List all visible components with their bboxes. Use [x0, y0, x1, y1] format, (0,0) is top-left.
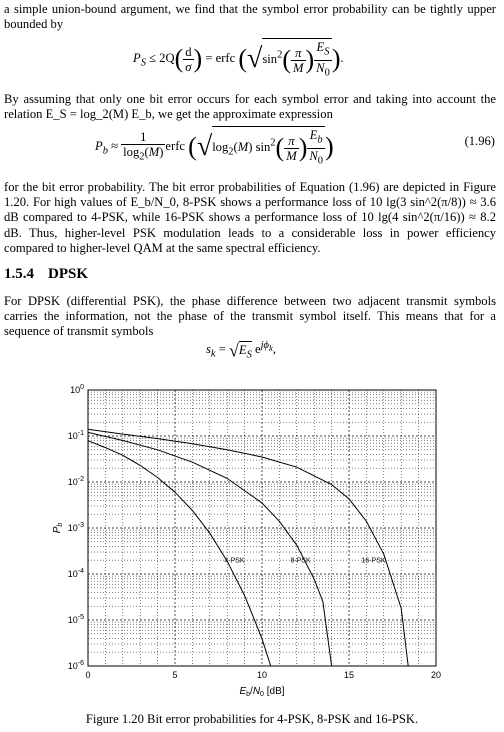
section-heading: [4, 266, 88, 283]
y-axis-label: $P_b$: [52, 522, 64, 534]
equation-sk: $s_k = √E_S$ $e^{j\phi_k}$,: [206, 340, 276, 361]
y-tick-label: $10^0$: [70, 384, 84, 395]
x-tick-label: 10: [256, 670, 268, 680]
equation-1-96: $P_b$ ≈ $\frac{1}{\log_2(M)}$ erfc ($√\log_2(M)$ $\sin^2$( $\frac{\pi}{M}$ ) $\frac{E_b}{N_0}$ ) (1.96): [95, 128, 495, 167]
x-axis-label: $E_b/N_0$ [dB]: [239, 686, 285, 698]
x-tick-label: 20: [430, 670, 442, 680]
y-tick-label: $10^{-2}$: [67, 476, 84, 487]
figure-caption: Figure 1.20 Bit error probabilities for 4-PSK, 8-PSK and 16-PSK.: [85, 712, 419, 726]
y-tick-label: $10^{-3}$: [67, 522, 84, 533]
curve-label-8-psk: 8-PSK: [290, 557, 311, 565]
x-tick-label: 15: [343, 670, 355, 680]
series-line-16-psk: [88, 429, 408, 666]
curve-label-16-psk: 16-PSK: [361, 557, 386, 565]
curve-label-4-psk: 4-PSK: [224, 557, 245, 565]
paragraph-3: for the bit error probability. The bit error probabilities of Equation (1.96) are depicted in Figure 1.20. For high values of E_b/N_0, 8-PSK shows a performance loss of 10 lg(3 sin^2(π/8)) ≈ 3.6 dB compared to 4-PSK, while 16-PSK shows a performance loss of 10 lg(4 sin^2(π/16)) ≈ 8.2 dB. Thus, higher-level PSK modulation leads to a considerable loss in power efficiency compared to higher-level QAM at the same spectral efficiency.: [4, 180, 496, 255]
equation-number: (1.96): [464, 134, 495, 148]
y-tick-label: $10^{-4}$: [67, 568, 84, 579]
y-tick-label: $10^{-6}$: [67, 660, 84, 671]
section-title: DPSK: [48, 266, 89, 282]
paragraph-1: a simple union-bound argument, we find that the symbol error probability can be tightly upper bounded by: [4, 2, 496, 32]
section-number: 1.5.4: [4, 266, 34, 282]
paragraph-4: For DPSK (differential PSK), the phase difference between two adjacent transmit symbols carries the information, not the phase of the transmit symbol itself. This means that for a sequence of transmit symbols: [4, 294, 496, 339]
ber-chart: [0, 380, 504, 710]
paragraph-2: By assuming that only one bit error occurs for each symbol error and taking into account the relation E_S = log_2(M) E_b, we get the approximate expression: [4, 92, 496, 122]
y-tick-label: $10^{-1}$: [67, 430, 84, 441]
x-tick-label: 5: [172, 670, 178, 680]
x-tick-label: 0: [85, 670, 91, 680]
y-tick-label: $10^{-5}$: [67, 614, 84, 625]
equation-ps-bound: $P_S \le 2Q$( $\frac{d}{\sigma}$ ) = erfc ($√\sin^2$( $\frac{\pi}{M}$ ) $\frac{E_S}{N_0}$ ).: [133, 40, 344, 79]
series-line-4-psk: [88, 441, 271, 666]
